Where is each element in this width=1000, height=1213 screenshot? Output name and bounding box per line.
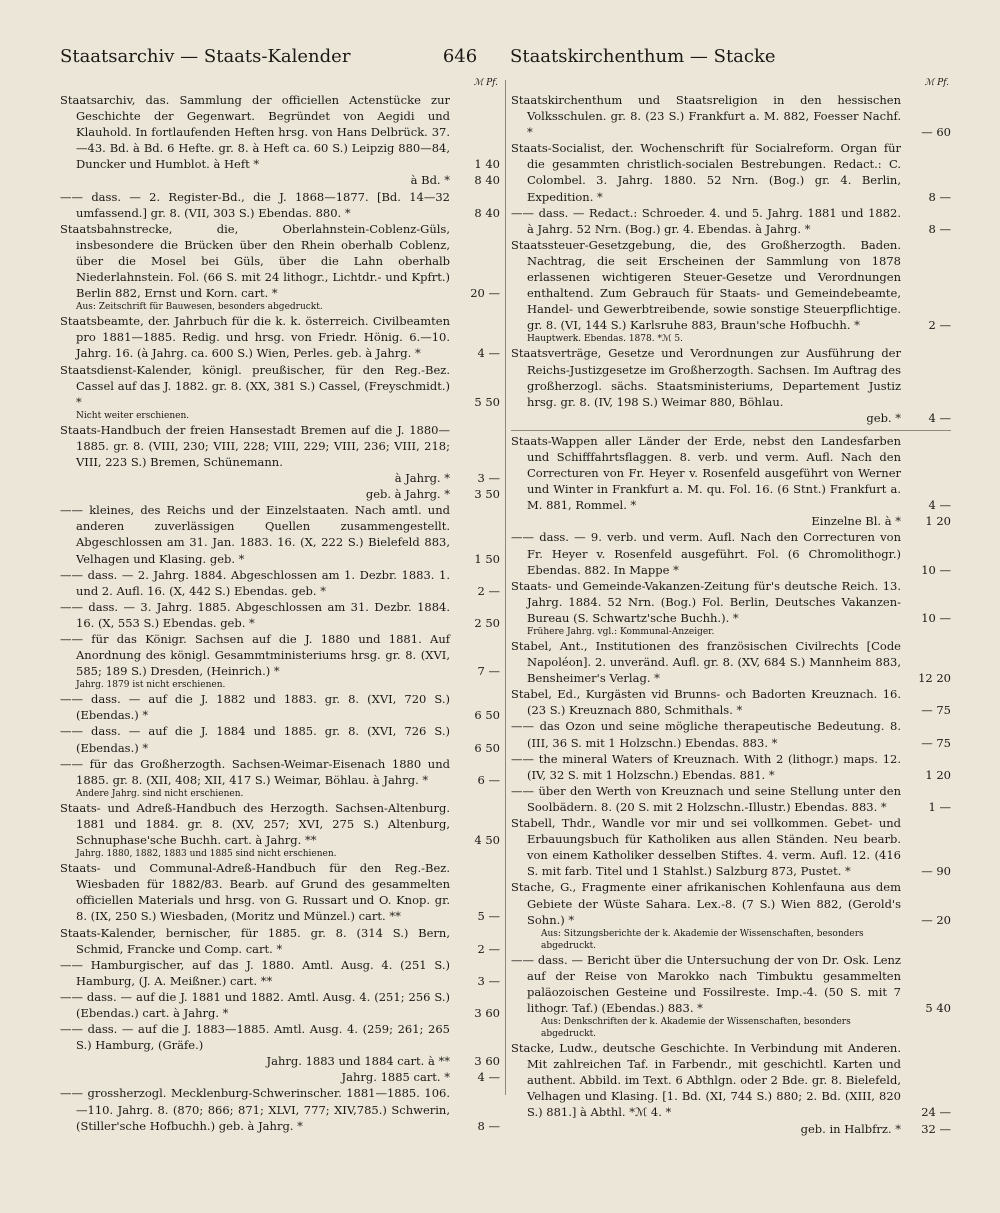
catalog-entry	[60, 1069, 500, 1085]
catalog-entry	[511, 1121, 951, 1137]
entry-note: Jahrg. 1880, 1882, 1883 und 1885 sind nicht erschienen.	[76, 849, 337, 860]
catalog-entry	[60, 470, 500, 486]
catalog-entry	[60, 1085, 500, 1133]
catalog-entry	[511, 513, 951, 529]
catalog-entry	[60, 362, 500, 410]
entry-price: — 60	[921, 125, 951, 140]
column-divider	[505, 80, 506, 1095]
right-entry-list	[511, 92, 951, 1137]
entry-text: —— dass. — auf die J. 1881 und 1882. Amtl. Ausg. 4. (251; 256 S.) (Ebendas.) cart. à Jahrg. *	[60, 989, 450, 1020]
entry-price: 5 50	[474, 394, 500, 409]
left-entry-list	[60, 92, 500, 1134]
page-header	[0, 46, 1000, 76]
section-rule	[511, 430, 951, 431]
entry-note: Aus: Sitzungsberichte der k. Akademie der Wissenschaften, besonders abgedruckt.	[541, 928, 864, 951]
entry-text: Staatsbahnstrecke, die, Oberlahnstein-Coblenz-Güls, insbesondere die Brücken über den Rhein oberhalb Coblenz, über die Mosel bei Güls, über die Lahn oberhalb Niederlahnstein. Fol. (66 S. mit 24 lithogr., Lichtdr.- und Kpfrt.) Berlin 882, Ernst und Korn. cart. *	[60, 221, 450, 301]
entry-text: —— über den Werth von Kreuznach und seine Stellung unter den Soolbädern. 8. (20 S. mit 2 Holzschn.-Illustr.) Ebendas. 883. *	[511, 783, 901, 814]
entry-text: Staats-Wappen aller Länder der Erde, nebst den Landesfarben und Schifffahrtsflaggen. 8. verb. und verm. Aufl. Nach den Correcturen von Fr. Heyer v. Rosenfeld ausgeführt von Werner und Winter in Frankfurt a. M. qu. Fol. 16. (6 Stnt.) Frankfurt a. M. 881, Rommel. *	[511, 433, 901, 513]
entry-note: Andere Jahrg. sind nicht erschienen.	[76, 788, 244, 799]
entry-note: Aus: Zeitschrift für Bauwesen, besonders abgedruckt.	[76, 302, 323, 313]
entry-price: 7 —	[477, 664, 500, 679]
entry-price: 32 —	[921, 1121, 951, 1136]
entry-text: —— kleines, des Reichs und der Einzelstaaten. Nach amtl. und anderen zuverlässigen Quellen zusammengestellt. Abgeschlossen am 31. Jan. 1883. 16. (X, 222 S.) Bielefeld 883, Velhagen und Klasing. geb. *	[60, 503, 450, 566]
entry-note: Hauptwerk. Ebendas. 1878. *ℳ 5.	[527, 334, 684, 345]
entry-price: 3 60	[474, 1054, 500, 1069]
entry-price: — 90	[921, 864, 951, 879]
entry-price: 8 —	[928, 189, 951, 204]
entry-text: —— das Ozon und seine mögliche therapeutische Bedeutung. 8. (III, 36 S. mit 1 Holzschn.) Ebendas. 883. *	[511, 719, 901, 750]
entry-text: Staats-Socialist, der. Wochenschrift für Socialreform. Organ für die gesammten christlich-socialen Bestrebungen. Redact.: C. Colombel. 3. Jahrg. 1880. 52 Nrn. (Bog.) gr. 4. Berlin, Expedition. *	[511, 141, 901, 204]
entry-text: Staatsverträge, Gesetze und Verordnungen zur Ausführung der Reichs-Justizgesetze im Großherzogth. Sachsen. Im Auftrag des großherzogl. sächs. Staatsministeriums, Departement Justiz hrsg. gr. 8. (IV, 198 S.) Weimar 880, Böhlau.	[511, 346, 901, 409]
entry-text: Staatsdienst-Kalender, königl. preußischer, für den Reg.-Bez. Cassel auf das J. 1882. gr. 8. (XX, 381 S.) Cassel, (Freyschmidt.) *	[60, 362, 450, 409]
catalog-entry	[60, 1053, 500, 1069]
catalog-entry	[511, 410, 951, 426]
entry-text: geb. *	[866, 410, 901, 425]
entry-text: à Bd. *	[410, 173, 450, 188]
entry-text: Stabell, Thdr., Wandle vor mir und sei vollkommen. Gebet- und Erbauungsbuch für Katholiken aus allen Ständen. Neu bearb. von einem Katholiker desselben Stiftes. 4. verm. Aufl. 12. (416 S. mit farb. Titel und 1 Stahlst.) Salzburg 873, Pustet. *	[511, 816, 901, 879]
catalog-entry	[60, 221, 500, 301]
entry-text: à Jahrg. *	[394, 471, 450, 486]
catalog-entry	[60, 989, 500, 1021]
entry-price: 2 —	[477, 583, 500, 598]
entry-text: —— dass. — auf die J. 1883—1885. Amtl. Ausg. 4. (259; 261; 265 S.) Hamburg, (Gräfe.)	[60, 1022, 450, 1053]
entry-price: 4 —	[928, 410, 951, 425]
catalog-entry	[511, 1040, 951, 1120]
catalog-entry	[60, 957, 500, 989]
entry-text: —— für das Königr. Sachsen auf die J. 1880 und 1881. Auf Anordnung des königl. Gesammtministeriums hrsg. gr. 8. (XVI, 585; 189 S.) Dresden, (Heinrich.) *	[60, 632, 450, 679]
catalog-entry	[511, 718, 951, 750]
entry-text: Stabel, Ant., Institutionen des französischen Civilrechts [Code Napoléon]. 2. unveränd. Aufl. gr. 8. (XV, 684 S.) Mannheim 883, Bensheimer's Verlag. *	[511, 639, 901, 686]
left-column	[60, 78, 500, 1134]
entry-text: —— dass. — 3. Jahrg. 1885. Abgeschlossen am 31. Dezbr. 1884. 16. (X, 553 S.) Ebendas. geb. *	[60, 599, 450, 630]
entry-price: 1 20	[925, 767, 951, 782]
entry-text: Staatsbeamte, der. Jahrbuch für die k. k. österreich. Civilbeamten pro 1881—1885. Redig. und hrsg. von Friedr. Hönig. 6.—10. Jahrg. 16. (à Jahrg. ca. 600 S.) Wien, Perles. geb. à Jahrg. *	[60, 314, 450, 361]
entry-text: Staats- und Communal-Adreß-Handbuch für den Reg.-Bez. Wiesbaden für 1882/83. Bearb. auf Grund des gesammelten officiellen Materials und hrsg. von G. Russart und O. Knop. gr. 8. (IX, 250 S.) Wiesbaden, (Moritz und Münzel.) cart. **	[60, 861, 450, 924]
entry-text: —— grossherzogl. Mecklenburg-Schwerinscher. 1881—1885. 106.—110. Jahrg. 8. (870; 866; 871; XLVI, 777; XIV,785.) Schwerin, (Stiller'sche Hofbuchh.) geb. à Jahrg. *	[60, 1086, 450, 1133]
catalog-entry	[511, 879, 951, 927]
entry-price: 5 —	[477, 909, 500, 924]
entry-text: —— the mineral Waters of Kreuznach. With 2 (lithogr.) maps. 12. (IV, 32 S. mit 1 Holzschn.) Ebendas. 881. *	[511, 751, 901, 782]
entry-text: Staats-Handbuch der freien Hansestadt Bremen auf die J. 1880—1885. gr. 8. (VIII, 230; VIII, 228; VIII, 229; VIII, 236; VIII, 218; VIII, 223 S.) Bremen, Schünemann.	[60, 422, 450, 469]
entry-price: 3 —	[477, 973, 500, 988]
entry-note: Aus: Denkschriften der k. Akademie der Wissenschaften, besonders abgedruckt.	[541, 1017, 851, 1040]
entry-price: 12 20	[918, 671, 951, 686]
entry-text: geb. à Jahrg. *	[365, 487, 450, 502]
entry-price: 6 —	[477, 772, 500, 787]
entry-text: Stache, G., Fragmente einer afrikanischen Kohlenfauna aus dem Gebiete der Wüste Sahara. Lex.-8. (7 S.) Wien 882, (Gerold's Sohn.) *	[511, 880, 901, 927]
right-column-currency-head: ℳ Pf.	[924, 78, 949, 88]
entry-text: Staats-Kalender, bernischer, für 1885. gr. 8. (314 S.) Bern, Schmid, Francke und Comp. cart. *	[60, 925, 450, 956]
catalog-entry	[511, 205, 951, 237]
entry-price: 1 20	[925, 514, 951, 529]
entry-text: —— dass. — auf die J. 1882 und 1883. gr. 8. (XVI, 720 S.) (Ebendas.) *	[60, 692, 450, 723]
catalog-entry	[60, 800, 500, 848]
entry-text: —— dass. — 2. Jahrg. 1884. Abgeschlossen am 1. Dezbr. 1883. 1. und 2. Aufl. 16. (X, 442 S.) Ebendas. geb. *	[60, 567, 450, 598]
catalog-entry	[511, 92, 951, 140]
entry-text: —— dass. — Bericht über die Untersuchung der von Dr. Osk. Lenz auf der Reise von Marokko nach Timbuktu gesammelten paläozoischen Gesteine und Fossilreste. Imp.-4. (50 S. mit 7 lithogr. Taf.) (Ebendas.) 883. *	[511, 952, 901, 1015]
entry-price: 8 40	[474, 205, 500, 220]
entry-text: Einzelne Bl. à *	[811, 514, 901, 529]
entry-price: 2 50	[474, 615, 500, 630]
catalog-entry	[511, 529, 951, 577]
catalog-entry	[60, 486, 500, 502]
entry-price: 3 50	[474, 487, 500, 502]
catalog-entry	[511, 345, 951, 409]
entry-price: — 20	[921, 912, 951, 927]
entry-text: Staats- und Adreß-Handbuch des Herzogth. Sachsen-Altenburg. 1881 und 1884. gr. 8. (XV, 257; XVI, 275 S.) Altenburg, Schnuphase'sche Buchh. cart. à Jahrg. **	[60, 800, 450, 848]
catalog-entry	[60, 723, 500, 755]
catalog-entry	[60, 189, 500, 221]
entry-price: 1 40	[474, 157, 500, 172]
catalog-entry	[60, 691, 500, 723]
entry-price: 6 50	[474, 740, 500, 755]
header-left-title: Staatsarchiv — Staats-Kalender	[60, 46, 351, 67]
entry-price: 8 40	[474, 173, 500, 188]
catalog-entry	[511, 638, 951, 686]
catalog-entry	[511, 237, 951, 334]
entry-price: — 75	[921, 735, 951, 750]
right-column	[511, 78, 951, 1137]
catalog-entry	[60, 172, 500, 188]
entry-note: Jahrg. 1879 ist nicht erschienen.	[76, 680, 226, 691]
entry-price: 4 —	[477, 346, 500, 361]
page-number: 646	[442, 46, 478, 67]
catalog-entry	[60, 599, 500, 631]
entry-text: geb. in Halbfrz. *	[800, 1121, 901, 1136]
entry-text: Stabel, Ed., Kurgästen vid Brunns- och Badorten Kreuznach. 16. (23 S.) Kreuznach 880, Schmithals. *	[511, 687, 901, 718]
catalog-entry	[60, 756, 500, 788]
entry-price: 5 40	[925, 1000, 951, 1015]
entry-text: Staatsarchiv, das. Sammlung der officiellen Actenstücke zur Geschichte der Gegenwart. Begründet von Aegidi und Klauhold. In fortlaufenden Heften hrsg. von Hans Delbrück. 37.—43. Bd. à Bd. 6 Hefte. gr. 8. à Heft ca. 60 S.) Leipzig 880—84, Duncker und Humblot. à Heft *	[60, 93, 450, 172]
left-column-currency-head: ℳ Pf.	[473, 78, 498, 88]
entry-price: 4 —	[928, 498, 951, 513]
entry-price: 10 —	[921, 610, 951, 625]
entry-text: —— für das Großherzogth. Sachsen-Weimar-Eisenach 1880 und 1885. gr. 8. (XII, 408; XII, 417 S.) Weimar, Böhlau. à Jahrg. *	[60, 756, 450, 787]
entry-price: 1 50	[474, 551, 500, 566]
entry-note: Nicht weiter erschienen.	[76, 410, 190, 421]
catalog-entry	[60, 1021, 500, 1053]
entry-text: —— dass. — auf die J. 1884 und 1885. gr. 8. (XVI, 726 S.) (Ebendas.) *	[60, 724, 450, 755]
entry-price: 6 50	[474, 708, 500, 723]
catalog-entry	[511, 952, 951, 1016]
entry-text: —— Hamburgischer, auf das J. 1880. Amtl. Ausg. 4. (251 S.) Hamburg, (J. A. Meißner.) cart. **	[60, 957, 450, 988]
catalog-entry	[60, 860, 500, 924]
catalog-entry	[60, 502, 500, 566]
entry-price: 3 60	[474, 1005, 500, 1020]
catalog-entry	[511, 751, 951, 783]
entry-text: —— dass. — 2. Register-Bd., die J. 1868—1877. [Bd. 14—32 umfassend.] gr. 8. (VII, 303 S.) Ebendas. 880. *	[60, 189, 450, 220]
catalog-entry	[60, 631, 500, 679]
header-right-title: Staatskirchenthum — Stacke	[510, 46, 776, 67]
catalog-entry	[60, 313, 500, 361]
entry-text: Staatssteuer-Gesetzgebung, die, des Großherzogth. Baden. Nachtrag, die seit Erscheinen der Sammlung von 1878 erlassenen wichtigeren Steuer-Gesetze und Verordnungen enthaltend. Zum Gebrauch für Staats- und Gemeindebeamte, Handel- und Gewerbtreibende, sowie sonstige Steuerpflichtige. gr. 8. (VI, 144 S.) Karlsruhe 883, Braun'sche Hofbuchh. *	[511, 237, 901, 333]
entry-price: 20 —	[470, 286, 500, 301]
entry-price: 1 —	[928, 799, 951, 814]
entry-text: Jahrg. 1885 cart. *	[341, 1070, 450, 1085]
catalog-entry	[60, 92, 500, 172]
entry-note: Frühere Jahrg. vgl.: Kommunal-Anzeiger.	[527, 627, 715, 637]
catalog-entry	[511, 783, 951, 815]
entry-price: 2 —	[928, 318, 951, 333]
entry-price: 8 —	[928, 221, 951, 236]
entry-price: 3 —	[477, 471, 500, 486]
entry-price: 4 50	[474, 833, 500, 848]
entry-text: Stacke, Ludw., deutsche Geschichte. In Verbindung mit Anderen. Mit zahlreichen Taf. in Farbendr., mit geschichtl. Karten und authent. Abbild. im Text. 6 Abthlgn. oder 2 Bde. gr. 8. Bielefeld, Velhagen und Klasing. [1. Bd. (XI, 744 S.) 880; 2. Bd. (XIII, 820 S.) 881.] à Abthl. *ℳ 4. *	[511, 1041, 901, 1120]
catalog-entry	[60, 422, 500, 470]
entry-text: —— dass. — 9. verb. und verm. Aufl. Nach den Correcturen von Fr. Heyer v. Rosenfeld ausgeführt. Fol. (6 Chromolithogr.) Ebendas. 882. In Mappe *	[511, 530, 901, 577]
catalog-entry	[511, 578, 951, 626]
catalog-entry	[511, 815, 951, 879]
catalog-entry	[511, 433, 951, 513]
entry-price: 2 —	[477, 941, 500, 956]
entry-price: 4 —	[477, 1070, 500, 1085]
entry-text: Staats- und Gemeinde-Vakanzen-Zeitung für's deutsche Reich. 13. Jahrg. 1884. 52 Nrn. (Bog.) Fol. Berlin, Deutsches Vakanzen-Bureau (S. Schwartz'sche Buchh.). *	[511, 578, 901, 625]
entry-text: Jahrg. 1883 und 1884 cart. à **	[266, 1054, 450, 1069]
catalog-entry	[511, 686, 951, 718]
catalog-entry	[60, 567, 500, 599]
catalog-entry	[60, 925, 500, 957]
entry-text: —— dass. — Redact.: Schroeder. 4. und 5. Jahrg. 1881 und 1882. à Jahrg. 52 Nrn. (Bog.) gr. 4. Ebendas. à Jahrg. *	[511, 205, 901, 236]
entry-price: 24 —	[921, 1105, 951, 1120]
catalog-entry	[511, 140, 951, 204]
entry-text: Staatskirchenthum und Staatsreligion in den hessischen Volksschulen. gr. 8. (23 S.) Frankfurt a. M. 882, Foesser Nachf. *	[511, 93, 901, 140]
entry-price: — 75	[921, 703, 951, 718]
entry-price: 8 —	[477, 1118, 500, 1133]
entry-price: 10 —	[921, 562, 951, 577]
